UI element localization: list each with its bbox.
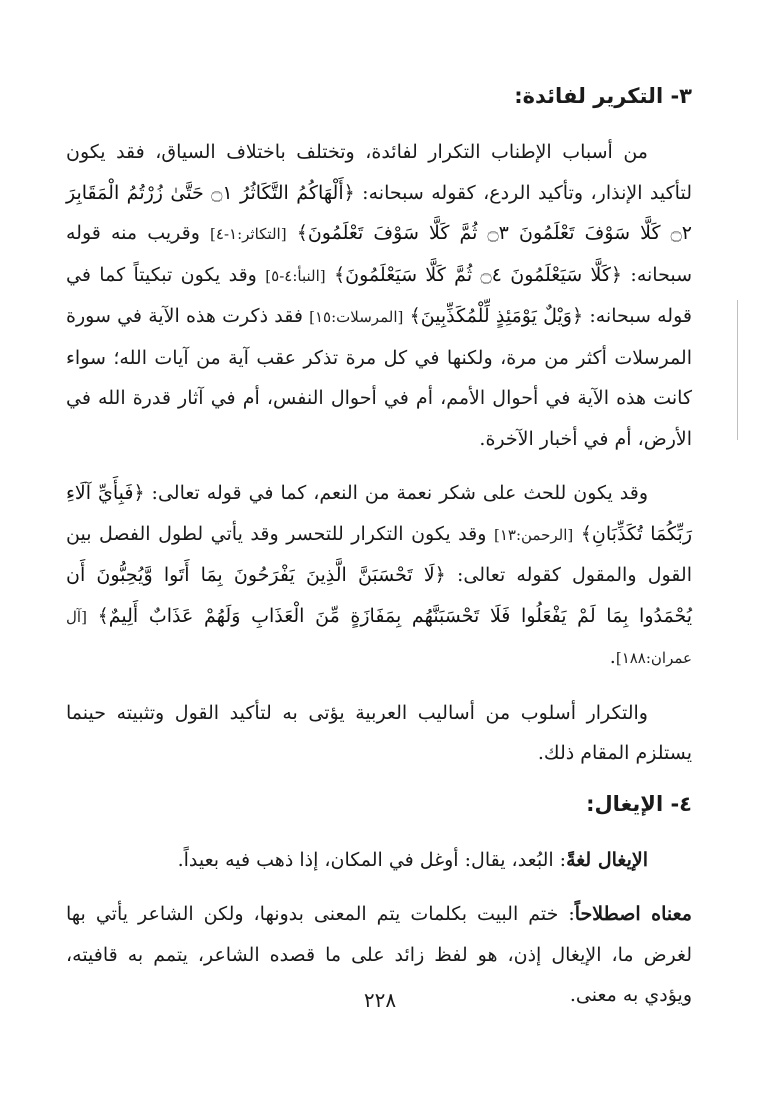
section-3-heading: ٣- التكرير لفائدة: bbox=[514, 84, 692, 108]
margin-line bbox=[737, 300, 738, 440]
term-label: معناه اصطلاحاً bbox=[574, 903, 692, 925]
verse-reference: [النبأ:٤-٥] bbox=[265, 266, 326, 285]
section-3-paragraph-3: والتكرار أسلوب من أساليب العربية يؤتى به لتأكيد القول وتثبيته حينما يستلزم المقام ذلك. bbox=[66, 701, 692, 764]
verse-reference: [الرحمن:١٣] bbox=[493, 525, 574, 544]
section-4-heading: ٤- الإيغال: bbox=[586, 791, 692, 816]
quran-verse: ﴿كَلَّا سَيَعْلَمُونَ ۝٤ ثُمَّ كَلَّا سَيَعْلَمُونَ﴾ bbox=[334, 263, 623, 286]
quran-verse: ﴿أَلْهَاكُمُ التَّكَاثُرُ ۝١ حَتَّىٰ زُرْتُمُ الْمَقَابِرَ ۝٢ كَلَّا سَوْفَ تَعْلَمُونَ ۝٣ ثُمَّ كَلَّا سَوْفَ تَعْلَمُونَ﴾ bbox=[66, 181, 692, 244]
text: وقد يكون التكرار للتحسر وقد يأتي لطول الفصل بين القول والمقول كقوله تعالى: bbox=[66, 522, 692, 586]
text: وقريب منه قوله سبحانه: bbox=[66, 222, 693, 286]
text: وقد يكون تبكيتاً كما في قوله سبحانه: bbox=[66, 263, 692, 327]
text: وقد يكون للحث على شكر نعمة من النعم، كما في قوله تعالى: bbox=[144, 482, 648, 504]
quran-verse: ﴿فَبِأَيِّ آلَاءِ رَبِّكُمَا تُكَذِّبَانِ﴾ bbox=[66, 482, 692, 545]
section-3-paragraph-2 bbox=[66, 473, 692, 679]
term-label: الإيغال لغةً bbox=[566, 848, 648, 871]
section-4-paragraph-1 bbox=[66, 840, 692, 881]
text: من أسباب الإطناب التكرار لفائدة، وتختلف باختلاف السياق، فقد يكون لتأكيد الإنذار، وتأكيد الردع، كقوله سبحانه: bbox=[66, 141, 692, 204]
verse-reference: [آل عمران:١٨٨] bbox=[66, 607, 692, 667]
quran-verse: ﴿وَيْلٌ يَوْمَئِذٍ لِّلْمُكَذِّبِينَ﴾ bbox=[409, 305, 584, 327]
quran-verse: ﴿لَا تَحْسَبَنَّ الَّذِينَ يَفْرَحُونَ بِمَا أَتَوا وَّيُحِبُّونَ أَن يُحْمَدُوا بِمَا لَمْ يَفْعَلُوا فَلَا تَحْسَبَنَّهُم بِمَفَازَةٍ مِّنَ الْعَذَابِ وَلَهُمْ عَذَابٌ أَلِيمٌ﴾ bbox=[66, 564, 693, 627]
page-number: ٢٢٨ bbox=[363, 988, 397, 1012]
text: . bbox=[609, 646, 616, 668]
text: : البُعد، يقال: أوغل في المكان، إذا ذهب فيه بعيداً. bbox=[177, 848, 567, 871]
section-3-paragraph-1 bbox=[66, 132, 692, 459]
verse-reference: [المرسلات:١٥] bbox=[309, 308, 404, 326]
verse-reference: [التكاثر:١-٤] bbox=[210, 225, 287, 243]
text: فقد ذكرت هذه الآية في سورة المرسلات أكثر من مرة، ولكنها في كل مرة تذكر عقب آية من آيات الله؛ سواء كانت هذه الآية في أحوال الأمم، أم في أحوال النفس، أم في آثار قدرة الله في الأرض، أم في أخبار الآخرة. bbox=[66, 305, 692, 450]
text: : ختم البيت بكلمات يتم المعنى بدونها، ولكن الشاعر يأتي بها لغرض ما، الإيغال إذن، هو لفظ زائد على ما قصده الشاعر، يتمم به قافيته، ويؤدي به معنى. bbox=[66, 903, 692, 1006]
